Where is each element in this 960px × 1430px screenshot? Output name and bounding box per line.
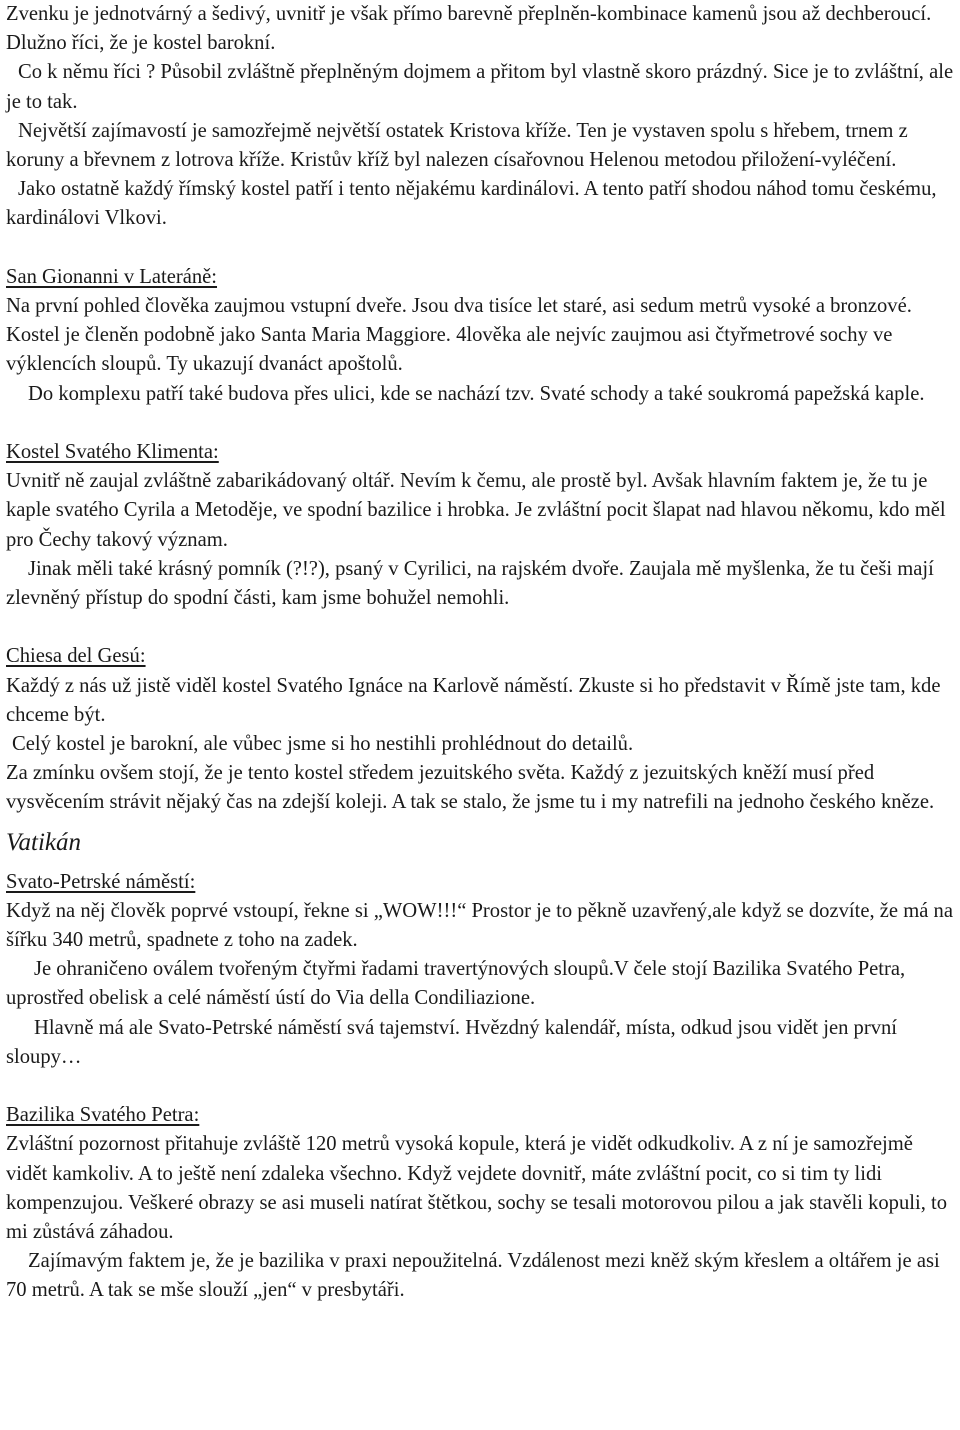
intro-paragraph-1: Zvenku je jednotvárný a šedivý, uvnitř je však přímo barevně přeplněn-kombinace kamenů jsou až dechberoucí. Dlužno říci, že je kostel barokní. [6,3,932,55]
gesu-paragraph-1: Každý z nás už jistě viděl kostel Svatého Ignáce na Karlově náměstí. Zkuste si ho představit v Římě jste tam, kde chceme být. [6,674,941,726]
gesu-paragraph-3: Za zmínku ovšem stojí, že je tento kostel středem jezuitského světa. Každý z jezuitských kněží musí před vysvěcením strávit nějaký čas na zdejší koleji. A tak se stalo, že jsme tu i my natrefili na jednoho českého kněze. [6,762,935,814]
spacer [6,409,954,438]
section-heading-gesu: Chiesa del Gesú: [6,645,146,668]
section-title-vatikan: Vatikán [6,828,81,856]
namesti-paragraph-2: Je ohraničeno oválem tvořeným čtyřmi řadami travertýnových sloupů.V čele stojí Bazilika Svatého Petra, uprostřed obelisk a celé náměstí ústí do Via della Condiliazione. [6,958,906,1010]
section-heading-namesti: Svato-Petrské náměstí: [6,870,196,893]
gesu-paragraph-2: Celý kostel je barokní, ale vůbec jsme si ho nestihli prohlédnout do detailů. [12,733,634,756]
intro-paragraph-4: Jako ostatně každý římský kostel patří i tento nějakému kardinálovi. A tento patří shodou náhod tomu českému, kardinálovi Vlkovi. [6,178,937,230]
klement-paragraph-1: Uvnitř ně zaujal zvláštně zabarikádovaný oltář. Nevím k čemu, ale prostě byl. Avšak hlavním faktem je, že tu je kaple svatého Cyrila a Metoděje, ve spodní bazilice i hrobka. Je zvláštní pocit šlapat nad hlavou někomu, kdo měl pro Čechy takový význam. [6,470,946,551]
lateran-paragraph-1: Na první pohled člověka zaujmou vstupní dveře. Jsou dva tisíce let staré, asi sedum metrů vysoké a bronzové. Kostel je členěn podobně jako Santa Maria Maggiore. 4lověka ale nejvíc zaujmou asi čtyřmetrové sochy ve výklencích sloupů. Ty ukazují dvanáct apoštolů. [6,295,912,376]
section-heading-lateran: San Gionanni v Lateráně: [6,265,218,288]
section-heading-klement: Kostel Svatého Klimenta: [6,441,219,464]
klement-paragraph-2: Jinak měli také krásný pomník (?!?), psaný v Cyrilici, na rajském dvoře. Zaujala mě myšlenka, že tu češi mají zlevněný přístup do spodní části, kam jsme bohužel nemohli. [6,557,934,610]
namesti-paragraph-3: Hlavně má ale Svato-Petrské náměstí svá tajemství. Hvězdný kalendář, místa, odkud jsou vidět jen první sloupy… [6,1016,898,1068]
bazilika-paragraph-2: Zajímavým faktem je, že je bazilika v praxi nepoužitelná. Vzdálenost mezi kněž ským křeslem a oltářem je asi 70 metrů. A tak se mše slouží „jen“ v presbytáři. [6,1250,940,1302]
intro-paragraph-3: Největší zajímavostí je samozřejmě největší ostatek Kristova kříže. Ten je vystaven spolu s hřebem, trnem z koruny a břevnem z lotrova kříže. Kristův kříž byl nalezen císařovnou Helenou metodou přiložení-vyléčení. [6,119,908,172]
spacer [6,1072,954,1101]
spacer [6,234,954,263]
lateran-paragraph-2: Do komplexu patří také budova přes ulici, kde se nachází tzv. Svaté schody a také soukromá papežská kaple. [28,382,925,405]
intro-paragraph-2: Co k němu říci ? Působil zvláštně přeplněným dojmem a přitom byl vlastně skoro prázdný. Sice je to zvláštní, ale je to tak. [6,61,954,113]
bazilika-paragraph-1: Zvláštní pozornost přitahuje zvláště 120 metrů vysoká kopule, která je vidět odkudkoliv. A z ní je samozřejmě vidět kamkoliv. A to ještě není zdaleka všechno. Když vejdete dovnitř, máte zvláštní pocit, co si tim ty lidi kompenzujou. Veškeré obrazy se asi museli natírat štětkou, sochy se tesali motorovou pilou a jak stavěli kopuli, to mi zůstává záhadou. [6,1133,948,1244]
section-heading-bazilika: Bazilika Svatého Petra: [6,1104,200,1127]
namesti-paragraph-1: Když na něj člověk poprvé vstoupí, řekne si „WOW!!!“ Prostor je to pěkně uzavřený,ale když se dozvíte, že má na šířku 340 metrů, spadnete z toho na zadek. [6,899,953,952]
spacer [6,613,954,642]
